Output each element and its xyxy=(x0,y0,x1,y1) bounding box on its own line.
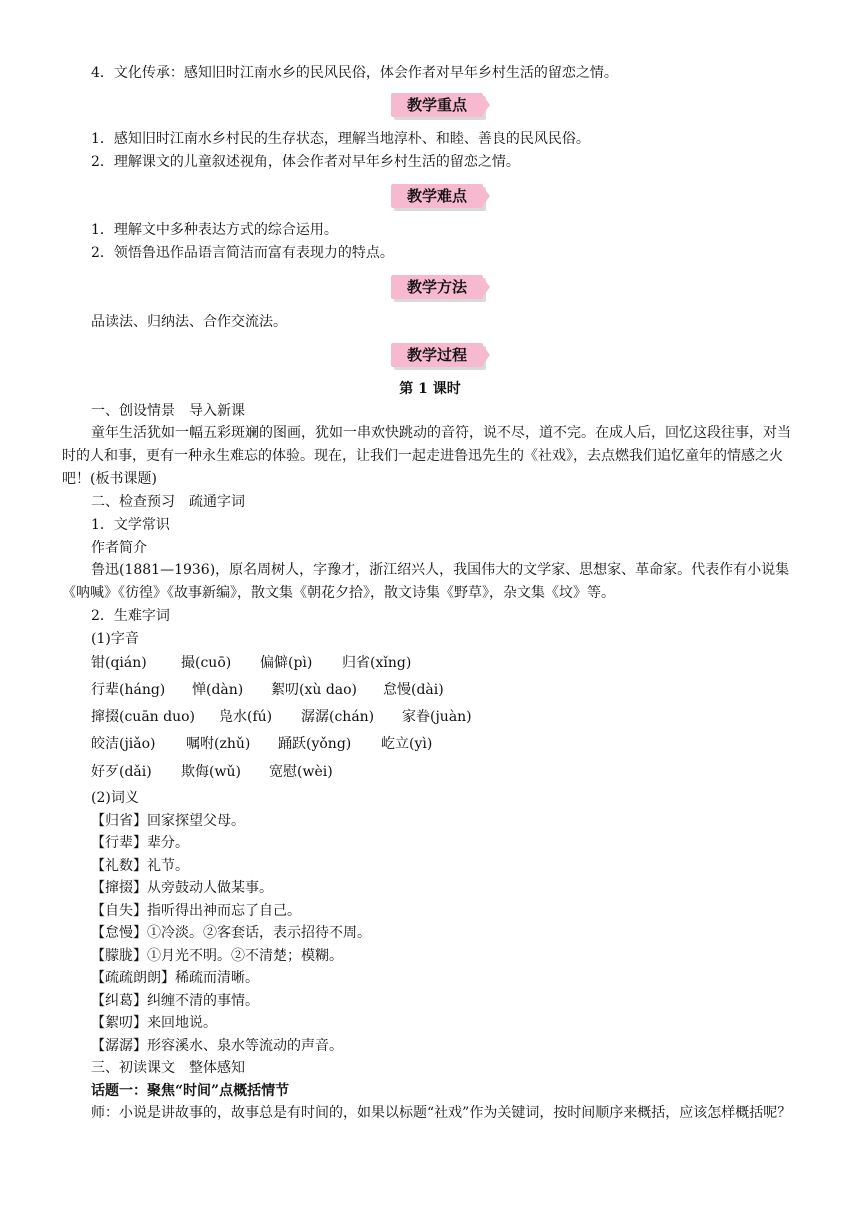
pronunciation-row xyxy=(91,652,411,674)
meaning-item: 【行辈】辈分。 xyxy=(91,835,189,851)
pronunciation-item: 归省(xǐng) xyxy=(342,655,412,671)
meaning-item: 【撺掇】从旁鼓动人做某事。 xyxy=(91,880,273,896)
difficulty-1: 1．理解文中多种表达方式的综合运用。 xyxy=(91,222,338,238)
key-point-2: 2．理解课文的儿童叙述视角，体会作者对早年乡村生活的留恋之情。 xyxy=(91,154,520,170)
meaning-item: 【礼数】礼节。 xyxy=(91,858,189,874)
pronunciation-item: 絮叨(xù dao) xyxy=(271,682,358,698)
meaning-item: 【怠慢】①冷淡。②客套话，表示招待不周。 xyxy=(91,925,371,941)
meaning-item: 【纠葛】纠缠不清的事情。 xyxy=(91,993,259,1009)
section-title-key-points: 教学重点 xyxy=(406,96,467,114)
difficulty-2: 2．领悟鲁迅作品语言简洁而富有表现力的特点。 xyxy=(91,245,394,261)
pronunciation-item: 宽慰(wèi) xyxy=(269,764,333,780)
section-title-difficulties: 教学难点 xyxy=(406,187,467,205)
step1-paragraph: 童年生活犹如一幅五彩斑斓的图画，犹如一串欢快跳动的音符，说不尽，道不完。在成人后，回忆这段往事，对当时的人和事，更有一种永生难忘的体验。现在，让我们一起走进鲁迅先生的《社戏》，去点燃我们追忆童年的情感之火吧！(板书课题) xyxy=(62,425,791,487)
teacher-question: 师：小说是讲故事的，故事总是有时间的，如果以标题“社戏”作为关键词，按时间顺序来概括，应该怎样概括呢？ xyxy=(91,1105,792,1121)
section-badge-difficulties xyxy=(391,184,491,208)
section-badge-key-points xyxy=(391,93,491,117)
meaning-item: 【絮叨】来回地说。 xyxy=(91,1015,217,1031)
pronunciation-item: 偏僻(pì) xyxy=(260,655,313,671)
meaning-item: 【潺潺】形容溪水、泉水等流动的声音。 xyxy=(91,1038,343,1054)
pronunciation-item: 潺潺(chán) xyxy=(301,709,375,725)
pronunciation-item: 撺掇(cuān duo) xyxy=(91,709,196,725)
section-badge-process xyxy=(391,343,491,367)
lesson-title: 第 1 课时 xyxy=(399,381,461,397)
section-badge-methods xyxy=(391,275,491,299)
pronunciation-item: 钳(qián) xyxy=(91,655,147,671)
pronunciation-title: (1)字音 xyxy=(91,631,139,647)
pronunciation-item: 家眷(juàn) xyxy=(402,709,472,725)
literature-heading: 1．文学常识 xyxy=(91,517,170,533)
pronunciation-item: 行辈(háng) xyxy=(91,682,166,698)
pronunciation-item: 凫水(fú) xyxy=(219,709,273,725)
step3-heading: 三、初读课文 整体感知 xyxy=(91,1060,245,1076)
pronunciation-item: 怠慢(dài) xyxy=(383,682,444,698)
pronunciation-item: 踊跃(yǒng) xyxy=(278,736,352,752)
key-point-1: 1．感知旧时江南水乡村民的生存状态，理解当地淳朴、和睦、善良的民风民俗。 xyxy=(91,131,590,147)
meaning-item: 【自失】指听得出神而忘了自己。 xyxy=(91,903,301,919)
section-title-process: 教学过程 xyxy=(406,346,467,364)
pronunciation-item: 好歹(dǎi) xyxy=(91,764,152,780)
topic-heading: 话题一：聚焦“时间”点概括情节 xyxy=(91,1083,290,1099)
author-title: 作者简介 xyxy=(91,540,147,556)
pronunciation-row xyxy=(91,733,432,755)
pronunciation-item: 欺侮(wǔ) xyxy=(181,764,241,780)
pronunciation-row xyxy=(91,679,444,701)
author-text: 鲁迅(1881—1936)，原名周树人，字豫才，浙江绍兴人，我国伟大的文学家、思想家、革命家。代表作有小说集《呐喊》《彷徨》《故事新编》，散文集《朝花夕拾》，散文诗集《野草》，杂文集《坟》等。 xyxy=(62,562,790,601)
section-title-methods: 教学方法 xyxy=(406,278,467,296)
meaning-item: 【归省】回家探望父母。 xyxy=(91,813,245,829)
pronunciation-row xyxy=(91,761,333,783)
pronunciation-item: 嘱咐(zhǔ) xyxy=(186,736,251,752)
pronunciation-item: 惮(dàn) xyxy=(192,682,244,698)
methods-text: 品读法、归纳法、合作交流法。 xyxy=(91,314,287,330)
step1-heading: 一、创设情景 导入新课 xyxy=(91,403,245,419)
pronunciation-item: 屹立(yì) xyxy=(381,736,433,752)
step2-heading: 二、检查预习 疏通字词 xyxy=(91,494,245,510)
meaning-title: (2)词义 xyxy=(91,790,139,806)
meaning-item: 【疏疏朗朗】稀疏而清晰。 xyxy=(91,970,259,986)
new-words-heading: 2．生难字词 xyxy=(91,608,170,624)
pronunciation-item: 撮(cuō) xyxy=(181,655,232,671)
meaning-item: 【朦胧】①月光不明。②不清楚；模糊。 xyxy=(91,948,343,964)
pronunciation-item: 皎洁(jiǎo) xyxy=(91,736,156,752)
pronunciation-row xyxy=(91,706,472,728)
objective-4: 4．文化传承：感知旧时江南水乡的民风民俗，体会作者对早年乡村生活的留恋之情。 xyxy=(91,65,618,81)
